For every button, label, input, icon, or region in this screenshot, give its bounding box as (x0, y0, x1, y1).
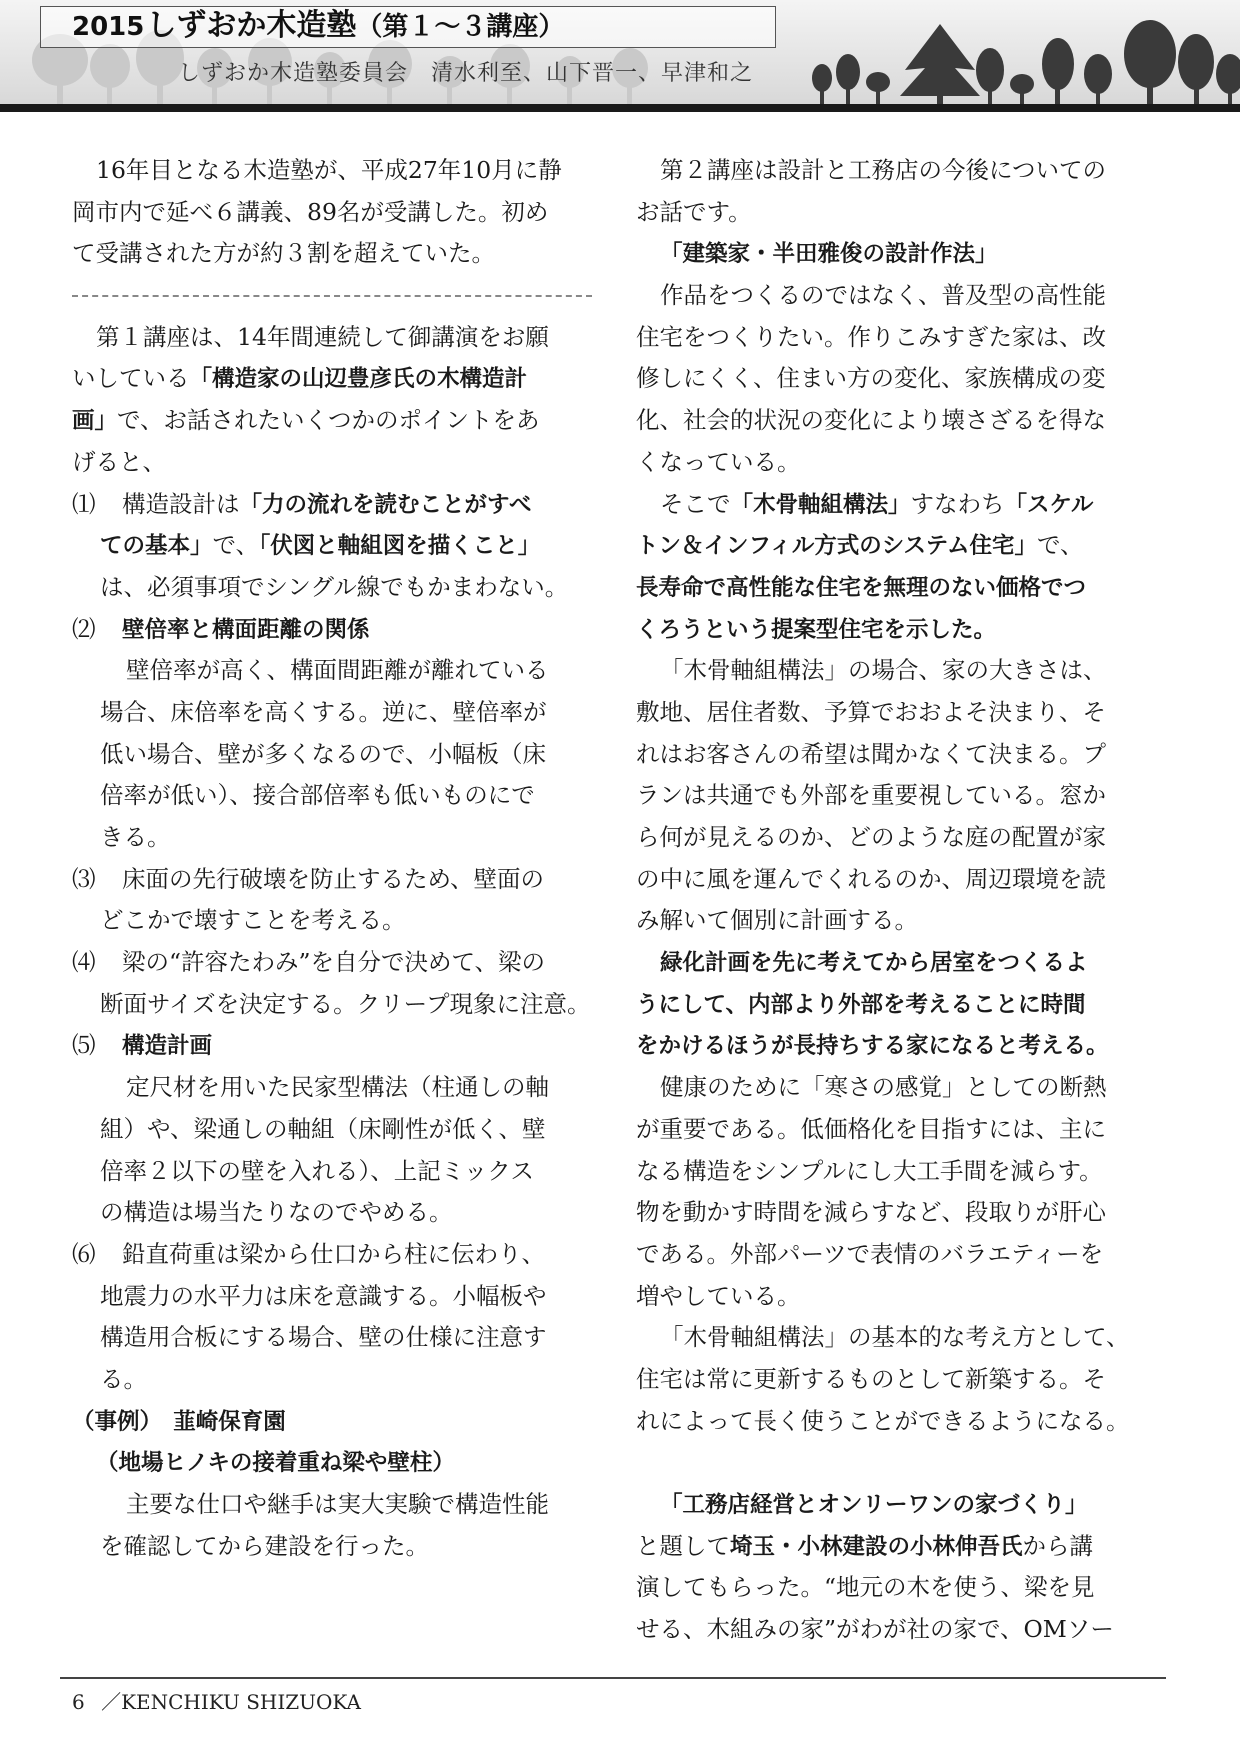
text-line: きる。 (100, 823, 171, 851)
text-line (72, 1025, 592, 1067)
text-segment: 鉛直荷重は梁から仕口から柱に伝わり、 (122, 1239, 545, 1268)
text-line: 修しにくく、住まい方の変化、家族構成の変 (636, 364, 1106, 393)
text-line: くなっている。 (636, 447, 801, 476)
text-line: お話です。 (636, 197, 752, 226)
text-line (636, 1484, 1142, 1526)
text-line: は、必須事項でシングル線でもかまわない。 (100, 572, 569, 601)
text-line: なる構造をシンプルにし大工手間を減らす。 (636, 1156, 1103, 1185)
left-column (72, 150, 592, 1567)
text-line: 健康のために「寒さの感覚」としての断熱 (660, 1073, 1107, 1102)
text-line (72, 484, 592, 526)
text-line: 「木骨軸組構法」の場合、家の大きさは、 (660, 656, 1107, 685)
text-line: 作品をつくるのではなく、普及型の高性能 (660, 281, 1107, 310)
page-header (0, 0, 1240, 112)
text-segment: いしている (72, 364, 190, 393)
text-line: 住宅は常に更新するものとして新築する。そ (636, 1364, 1106, 1393)
text-segment: で、 (212, 531, 260, 560)
bold-phrase: くろうという提案型住宅を示した。 (636, 616, 997, 643)
text-segment: そこで (660, 489, 731, 518)
text-segment: 床面の先行破壊を防止するため、壁面の (122, 864, 545, 893)
authors-line: しずおか木造塾委員会 清水利至、山下晋一、早津和之 (178, 61, 754, 86)
text-line (636, 1025, 1142, 1067)
text-line (72, 525, 592, 567)
text-line: 断面サイズを決定する。クリープ現象に注意。 (100, 989, 591, 1018)
text-line: 低い場合、壁が多くなるので、小幅板（床 (100, 739, 547, 768)
item-number: ⑹ (72, 1239, 96, 1268)
bold-phrase: 「力の流れを読むことがすべ (239, 491, 532, 518)
text-line: 組）や、梁通しの軸組（床剛性が低く、壁 (100, 1114, 546, 1143)
bold-phrase: 構造計画 (122, 1033, 213, 1060)
text-line: 化、社会的状況の変化により壊さざるを得な (636, 406, 1106, 435)
text-segment: 構造設計は (122, 489, 240, 518)
text-line: 物を動かす時間を減らすなど、段取りが肝心 (636, 1198, 1106, 1227)
text-line: 構造用合板にする場合、壁の仕様に注意す (100, 1323, 547, 1352)
text-line: ら何が見えるのか、どのような庭の配置が家 (636, 823, 1106, 851)
text-line (636, 942, 1142, 984)
text-line: 演してもらった。“地元の木を使う、梁を見 (636, 1573, 1095, 1602)
text-line: れによって長く使うことができるようになる。 (636, 1406, 1130, 1435)
bold-phrase: 緑化計画を先に考えてから居室をつくるよ (660, 950, 1088, 977)
text-line: 「木骨軸組構法」の基本的な考え方として、 (660, 1323, 1130, 1352)
text-line: 住宅をつくりたい。作りこみすぎた家は、改 (636, 322, 1106, 351)
text-line (636, 609, 1142, 651)
page-number: 6 (72, 1690, 85, 1714)
text-line: み解いて個別に計画する。 (636, 906, 918, 935)
text-line (636, 1526, 1142, 1568)
text-line: 岡市内で延べ６講義、89名が受講した。初め (72, 197, 549, 226)
text-line: を確認してから建設を行った。 (100, 1531, 429, 1560)
text-line: 倍率２以下の壁を入れる）、上記ミックス (100, 1156, 535, 1185)
text-line: 16年目となる木造塾が、平成27年10月に静 (96, 156, 562, 184)
text-line: 増やしている。 (636, 1281, 801, 1310)
bold-phrase: うにして、内部より外部を考えることに時間 (636, 991, 1086, 1018)
text-line: せる、木組みの家”がわが社の家で、OMソー (636, 1615, 1114, 1644)
bold-phrase: 埼玉・小林建設の小林伸吾氏 (730, 1533, 1023, 1560)
title-subtitle: （第１～３講座） (356, 12, 565, 42)
text-line: ランは共通でも外部を重要視している。窓か (636, 781, 1106, 810)
title-year: 2015 (72, 12, 145, 42)
item-number: ⑸ (72, 1031, 96, 1060)
text-line (636, 984, 1142, 1026)
text-line (72, 1401, 592, 1443)
text-line: の構造は場当たりなのでやめる。 (100, 1198, 453, 1227)
bold-phrase: 「木骨軸組構法」 (730, 491, 911, 518)
text-line: 第２講座は設計と工務店の今後についての (660, 156, 1107, 184)
item-number: ⑴ (72, 489, 96, 518)
text-line (72, 859, 592, 901)
text-segment: で、お話されたいくつかのポイントをあ (117, 406, 540, 435)
page-footer (72, 1685, 361, 1719)
text-line (72, 1234, 592, 1276)
text-line: 壁倍率が高く、構面間距離が離れている (126, 656, 549, 685)
bold-phrase: ての基本」 (100, 533, 213, 560)
text-line: 第１講座は、14年間連続して御講演をお願 (96, 322, 549, 351)
text-line: 敷地、居住者数、予算でおおよそ決まり、そ (636, 697, 1106, 726)
header-rule (0, 104, 1240, 112)
bold-phrase: （事例） 韮崎保育園 (72, 1408, 286, 1435)
bold-phrase: 壁倍率と構面距離の関係 (122, 616, 370, 643)
text-line: 場合、床倍率を高くする。逆に、壁倍率が (100, 697, 547, 726)
text-line (72, 1442, 592, 1484)
bold-phrase: 「建築家・半田雅俊の設計作法」 (660, 241, 998, 268)
bold-phrase: 「伏図と軸組図を描くこと」 (259, 533, 541, 560)
page-title (72, 6, 564, 46)
text-line (636, 1442, 1142, 1484)
text-line: 倍率が低い）、接合部倍率も低いものにで (100, 781, 535, 810)
text-line: 地震力の水平力は床を意識する。小幅板や (100, 1281, 547, 1310)
text-line: が重要である。低価格化を目指すには、主に (636, 1114, 1106, 1143)
bold-phrase: をかけるほうが長持ちする家になると考える。 (636, 1033, 1109, 1060)
text-line (636, 484, 1142, 526)
text-line: げると、 (72, 447, 166, 476)
text-line (72, 400, 592, 442)
bold-phrase: 「工務店経営とオンリーワンの家づくり」 (660, 1492, 1088, 1518)
title-main: しずおか木造塾 (146, 8, 357, 43)
text-line (72, 942, 592, 984)
text-line: 定尺材を用いた民家型構法（柱通しの軸 (126, 1073, 549, 1102)
item-number: ⑷ (72, 948, 96, 977)
text-line (72, 609, 592, 651)
text-line: れはお客さんの希望は聞かなくて決まる。プ (636, 739, 1106, 768)
text-line: て受講された方が約３割を超えていた。 (72, 239, 495, 268)
bold-phrase: トン＆インフィル方式のシステム住宅」 (636, 533, 1037, 560)
text-line: である。外部パーツで表情のバラエティーを (636, 1239, 1104, 1268)
right-column (636, 150, 1142, 1651)
text-segment: 梁の“許容たわみ”を自分で決めて、梁の (122, 948, 546, 977)
bold-phrase: 「構造家の山辺豊彦氏の木構造計 (189, 366, 528, 393)
dashed-divider (72, 275, 592, 317)
publication-name: ／KENCHIKU SHIZUOKA (101, 1690, 361, 1714)
text-segment: と題して (636, 1531, 730, 1560)
bold-phrase: 長寿命で高性能な住宅を無理のない価格でつ (636, 574, 1087, 601)
item-number: ⑶ (72, 864, 96, 893)
text-line (636, 567, 1142, 609)
text-line (636, 233, 1142, 275)
text-segment: で、 (1036, 531, 1084, 560)
text-line: 主要な仕口や継手は実大実験で構造性能 (126, 1490, 549, 1518)
bold-phrase: 画」 (72, 408, 118, 435)
bold-phrase: （地場ヒノキの接着重ね梁や壁柱） (96, 1450, 455, 1477)
text-line (636, 525, 1142, 567)
text-segment: から講 (1022, 1531, 1094, 1560)
bold-phrase: 「スケル (1004, 491, 1094, 518)
text-line: どこかで壊すことを考える。 (100, 906, 406, 935)
text-line: る。 (100, 1364, 147, 1393)
text-line: の中に風を運んでくれるのか、周辺環境を読 (636, 864, 1106, 893)
text-segment: すなわち (910, 489, 1005, 518)
text-line (72, 358, 592, 400)
item-number: ⑵ (72, 614, 96, 643)
footer-rule (60, 1677, 1166, 1679)
